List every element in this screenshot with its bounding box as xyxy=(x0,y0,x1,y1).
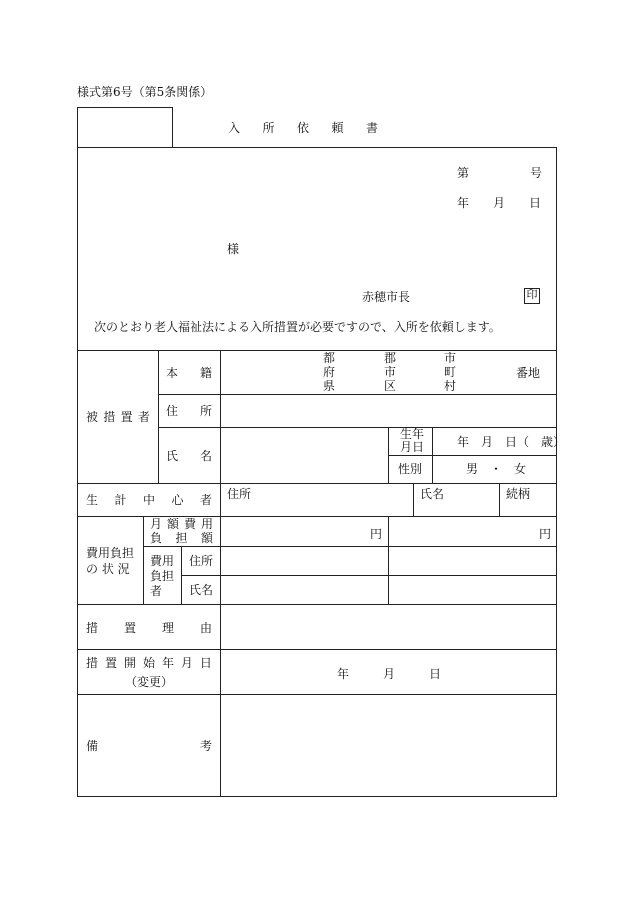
address-label-char: 所 xyxy=(199,404,212,418)
birth-label-line: 生年 xyxy=(400,427,425,441)
subject-label xyxy=(86,410,150,424)
start-date-year: 年 xyxy=(337,667,350,681)
livelihood-address-label: 住所 xyxy=(227,487,252,501)
honseki-label-char: 本 xyxy=(166,366,179,380)
yen-unit-2: 円 xyxy=(539,527,552,541)
number-prefix: 第 xyxy=(457,166,470,180)
reason-label xyxy=(86,621,212,635)
subject-label-char: 者 xyxy=(137,410,150,424)
county-char: 区 xyxy=(384,379,397,393)
cost-label-line: 費用負担 xyxy=(86,546,135,560)
issue-date xyxy=(457,196,541,210)
subject-label-char: 措 xyxy=(103,410,116,424)
sex-label: 性別 xyxy=(398,462,423,476)
birth-date-label xyxy=(400,428,424,454)
cost-label-line: の 状 況 xyxy=(86,562,130,576)
addressee-honorific: 様 xyxy=(227,242,240,256)
subject-label-char: 置 xyxy=(120,410,133,424)
monthly-char: 額 xyxy=(200,531,213,545)
payer-name-label: 氏名 xyxy=(189,583,214,597)
monthly-char: 担 xyxy=(175,531,188,545)
livelihood-label-char: 計 xyxy=(114,493,127,507)
town-char: 市 xyxy=(444,351,457,365)
monthly-char: 月 xyxy=(150,517,163,531)
start-date-month: 月 xyxy=(382,667,395,681)
monthly-char: 額 xyxy=(166,517,179,531)
payer-label-line: 費用 xyxy=(150,554,175,568)
start-date-label xyxy=(86,656,212,670)
date-day: 日 xyxy=(528,196,541,210)
prefecture-char: 府 xyxy=(323,365,336,379)
start-label-char: 開 xyxy=(123,656,136,670)
number-suffix: 号 xyxy=(530,166,543,180)
county-char: 市 xyxy=(384,365,397,379)
monthly-char: 費 xyxy=(183,517,196,531)
payer-address-label: 住所 xyxy=(189,554,214,568)
start-label-char: 日 xyxy=(199,656,212,670)
title-char: 依 xyxy=(296,121,309,135)
seal-mark: 印 xyxy=(524,288,540,304)
name-label-char: 氏 xyxy=(166,449,179,463)
name-label xyxy=(166,449,212,463)
town-char: 村 xyxy=(444,379,457,393)
livelihood-label-char: 者 xyxy=(199,493,212,507)
cost-label xyxy=(86,545,134,577)
remarks-label xyxy=(86,739,212,753)
start-label-char: 年 xyxy=(161,656,174,670)
start-date-value xyxy=(337,667,441,681)
title-char: 頼 xyxy=(331,121,344,135)
payer-label-line: 負担 xyxy=(150,569,175,583)
date-year: 年 xyxy=(457,196,470,210)
form-title xyxy=(228,121,378,135)
livelihood-label xyxy=(86,493,212,507)
payer-label-line: 者 xyxy=(150,584,163,598)
address-label xyxy=(166,404,212,418)
name-label-char: 名 xyxy=(199,449,212,463)
town-char: 町 xyxy=(444,365,457,379)
request-statement: 次のとおり老人福祉法による入所措置が必要ですので、入所を依頼します。 xyxy=(94,320,501,334)
start-label-char: 始 xyxy=(142,656,155,670)
town-column xyxy=(444,351,456,393)
livelihood-label-char: 中 xyxy=(142,493,155,507)
issuer-name: 赤穂市長 xyxy=(362,290,411,304)
livelihood-label-char: 心 xyxy=(171,493,184,507)
reason-label-char: 由 xyxy=(199,621,212,635)
county-column xyxy=(384,351,396,393)
title-char: 所 xyxy=(262,121,275,135)
start-date-day: 日 xyxy=(428,667,441,681)
start-label-char: 月 xyxy=(180,656,193,670)
monthly-cost-label-2 xyxy=(150,531,213,545)
start-date-change: （変更） xyxy=(125,675,174,689)
reason-label-char: 理 xyxy=(161,621,174,635)
receipt-stamp-box xyxy=(77,107,173,148)
title-char: 書 xyxy=(365,121,378,135)
address-label-char: 住 xyxy=(166,404,179,418)
reason-label-char: 置 xyxy=(123,621,136,635)
start-label-char: 置 xyxy=(104,656,117,670)
livelihood-label-char: 生 xyxy=(86,493,99,507)
start-label-char: 措 xyxy=(86,656,99,670)
banchi-label: 番地 xyxy=(516,366,541,380)
monthly-char: 負 xyxy=(150,531,163,545)
livelihood-relation-label: 続柄 xyxy=(506,487,531,501)
honseki-label xyxy=(166,366,212,380)
subject-label-char: 被 xyxy=(86,410,99,424)
livelihood-name-label: 氏名 xyxy=(420,487,445,501)
birth-label-line: 月日 xyxy=(400,440,425,454)
county-char: 郡 xyxy=(384,351,397,365)
birth-date-value: 年 月 日（ 歳） xyxy=(457,435,566,449)
remarks-label-char: 考 xyxy=(199,739,212,753)
monthly-char: 用 xyxy=(200,517,213,531)
prefecture-column xyxy=(323,351,335,393)
honseki-label-char: 籍 xyxy=(199,366,212,380)
payer-label xyxy=(150,554,174,599)
yen-unit-1: 円 xyxy=(370,527,383,541)
date-month: 月 xyxy=(492,196,505,210)
remarks-label-char: 備 xyxy=(86,739,99,753)
form-number: 様式第6号（第5条関係） xyxy=(77,85,213,99)
monthly-cost-label-1 xyxy=(150,517,213,531)
prefecture-char: 県 xyxy=(323,379,336,393)
reason-label-char: 措 xyxy=(86,621,99,635)
title-char: 入 xyxy=(228,121,241,135)
sex-value: 男 ・ 女 xyxy=(466,462,527,476)
prefecture-char: 都 xyxy=(323,351,336,365)
